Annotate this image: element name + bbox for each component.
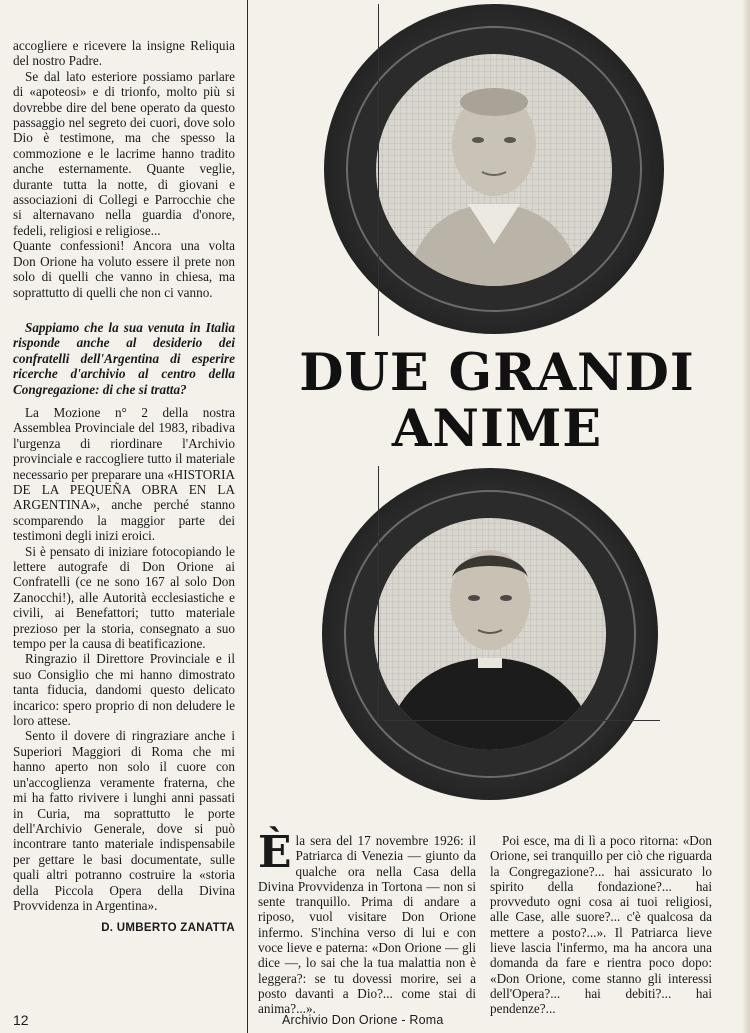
paragraph: accogliere e ricevere la insigne Reliquia del nostro Padre. (13, 38, 235, 69)
page-number: 12 (13, 1012, 29, 1028)
paragraph: Ringrazio il Direttore Provinciale e il suo Consiglio che mi hanno dimostrato tanta fiducia, dandomi questo delicato incarico: spero proprio di non deludere le loro attese. (13, 651, 235, 729)
paragraph: Si è pensato di iniziare fotocopiando le lettere autografe di Don Orione ai Confratelli (ce ne sono 167 al solo Don Zanocchi!), alle Autorità ecclesiastiche e civili, ai Benefattori; tutto materiale prezioso per la storia, consegnato a suo tempo per la causa di beatificazione. (13, 543, 235, 652)
article-column-middle (258, 827, 476, 1017)
portrait-frame-top (324, 4, 664, 334)
left-text-column (13, 38, 235, 937)
portrait-don-orione (374, 518, 606, 750)
portrait-frame-bottom (322, 468, 658, 800)
paragraph: Quante confessioni! Ancora una volta Don Orione ha voluto essere il prete non solo di quelli che vanno in chiesa, ma soprattutto di quelli che non ci vanno. (13, 238, 235, 300)
article-column-right (490, 833, 712, 1017)
author-signature: D. UMBERTO ZANATTA (101, 922, 235, 935)
headline-line-2: ANIME (391, 399, 603, 459)
paragraph: Se dal lato esteriore possiamo parlare di «apoteosi» e di trionfo, molto più si dovrebbe dire del bene operato da questo passaggio nel segreto dei cuori, dove solo Dio è testimone, ma che spesso la commozione e le lacrime hanno tradito anche esternamente. Quante veglie, durante tutta la notte, di giovani e associazioni di Collegi e Parrocchie che si alternavano nella guardia d'onore, fedeli, religiosi e religiose... (13, 68, 235, 238)
interview-question: Sappiamo che la sua venuta in Italia risponde anche al desiderio dei confratelli dell'Argentina di esperire ricerche d'archivio al centro della Congregazione: di che si tratta? (13, 319, 235, 397)
column-divider (247, 0, 248, 1033)
headline-line-1: DUE GRANDI (299, 343, 695, 403)
page-edge (742, 0, 750, 1033)
decor-line (378, 4, 379, 336)
article-text: la sera del 17 novembre 1926: il Patriarca di Venezia — giunto da qualche ora nella Casa della Divina Provvidenza in Tortona — non si sente tranquillo. Prima di andare a riposo, vuol visitare Don Orione infermo. S'inchina verso di lui e con voce lieve e paterna: «Don Orione — gli dice —, lo sai che la tua malattia non è leggera?: se tu dovessi morire, sei a posto davanti a Dio?... come stai di anima?...». (258, 833, 476, 1017)
paragraph: La Mozione n° 2 della nostra Assemblea Provinciale del 1983, ribadiva l'urgenza di riordinare l'Archivio provinciale e raccogliere tutto il materiale necessario per preparare una «HISTORIA DE LA PEQUEÑA OBRA EN LA ARGENTINA», anche perché stanno scomparendo la maggior parte dei testimoni degli inizi eroici. (13, 404, 235, 544)
portrait-figure-top (376, 54, 612, 286)
drop-cap: È (258, 827, 292, 878)
portrait-patriarch (376, 54, 612, 286)
archive-credit: Archivio Don Orione - Roma (282, 1013, 444, 1027)
paragraph: Sento il dovere di ringraziare anche i Superiori Maggiori di Roma che mi hanno aperto non solo il cuore con un'accoglienza veramente fraterna, che mi ha fatto rivivere i lunghi anni passati in Curia, ma soprattutto le porte dell'Archivio Generale, dove si può incontrare tanto materiale indispensabile per gettare le basi documentate, sulle quali altri potranno costruire la «storia della Piccola Opera della Divina Provvidenza in Argentina». (13, 728, 235, 913)
decor-line (378, 720, 660, 721)
headline (262, 345, 732, 457)
article-text: Poi esce, ma di lì a poco ritorna: «Don Orione, sei tranquillo per ciò che riguarda la Congregazione?... hai assicurato lo spirito della fondazione?... hai provveduto ogni cosa ai tuoi religiosi, alle Case, alle suore?... c'è qualcosa da mettere a posto?...». Il Patriarca lieve lieve lascia l'infermo, ma ha ancora una domanda da fare e rientra poco dopo: «Don Orione, come stanno gli interessi dell'Opera?... hai debiti?... hai pendenze?... (490, 833, 712, 1017)
decor-line (378, 466, 379, 720)
portrait-figure-bottom (374, 518, 606, 750)
